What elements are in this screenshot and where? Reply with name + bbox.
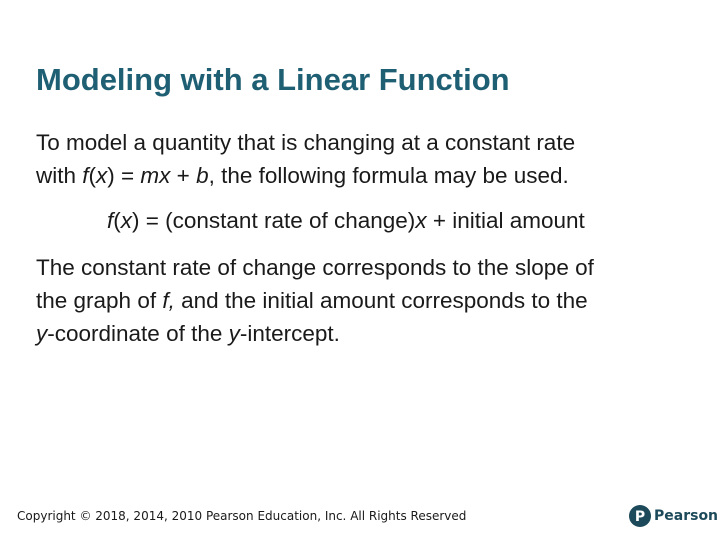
formula-x: x	[120, 208, 133, 233]
var-x: x	[96, 163, 108, 188]
pearson-logo-icon	[629, 505, 651, 527]
intro-line-1: To model a quantity that is changing at a constant rate	[36, 130, 576, 155]
formula: f(x) = (constant rate of change)x + initial amount	[107, 208, 585, 233]
var-y: y	[36, 321, 48, 346]
explanation-paragraph	[36, 251, 594, 350]
formula-x-term: x	[415, 208, 427, 233]
var-f: f,	[162, 288, 175, 313]
var-y: y	[228, 321, 240, 346]
intro-line-2: with f(x) = mx + b, the following formula may be used.	[36, 163, 569, 188]
var-b: b	[196, 163, 209, 188]
intro-paragraph	[36, 126, 575, 192]
copyright-notice: Copyright © 2018, 2014, 2010 Pearson Education, Inc. All Rights Reserved	[17, 509, 467, 523]
slide-title: Modeling with a Linear Function	[36, 62, 510, 97]
formula-f: f	[107, 208, 114, 233]
explanation-line-1: The constant rate of change corresponds to the slope of	[36, 255, 594, 280]
explanation-line-2: the graph of f, and the initial amount corresponds to the	[36, 288, 588, 313]
var-f: f	[82, 163, 89, 188]
pearson-logo-mark: P	[634, 509, 646, 525]
pearson-logo	[629, 505, 718, 527]
explanation-line-3: y-coordinate of the y-intercept.	[36, 321, 340, 346]
pearson-wordmark: Pearson	[654, 508, 719, 524]
var-mx: mx	[140, 163, 171, 188]
